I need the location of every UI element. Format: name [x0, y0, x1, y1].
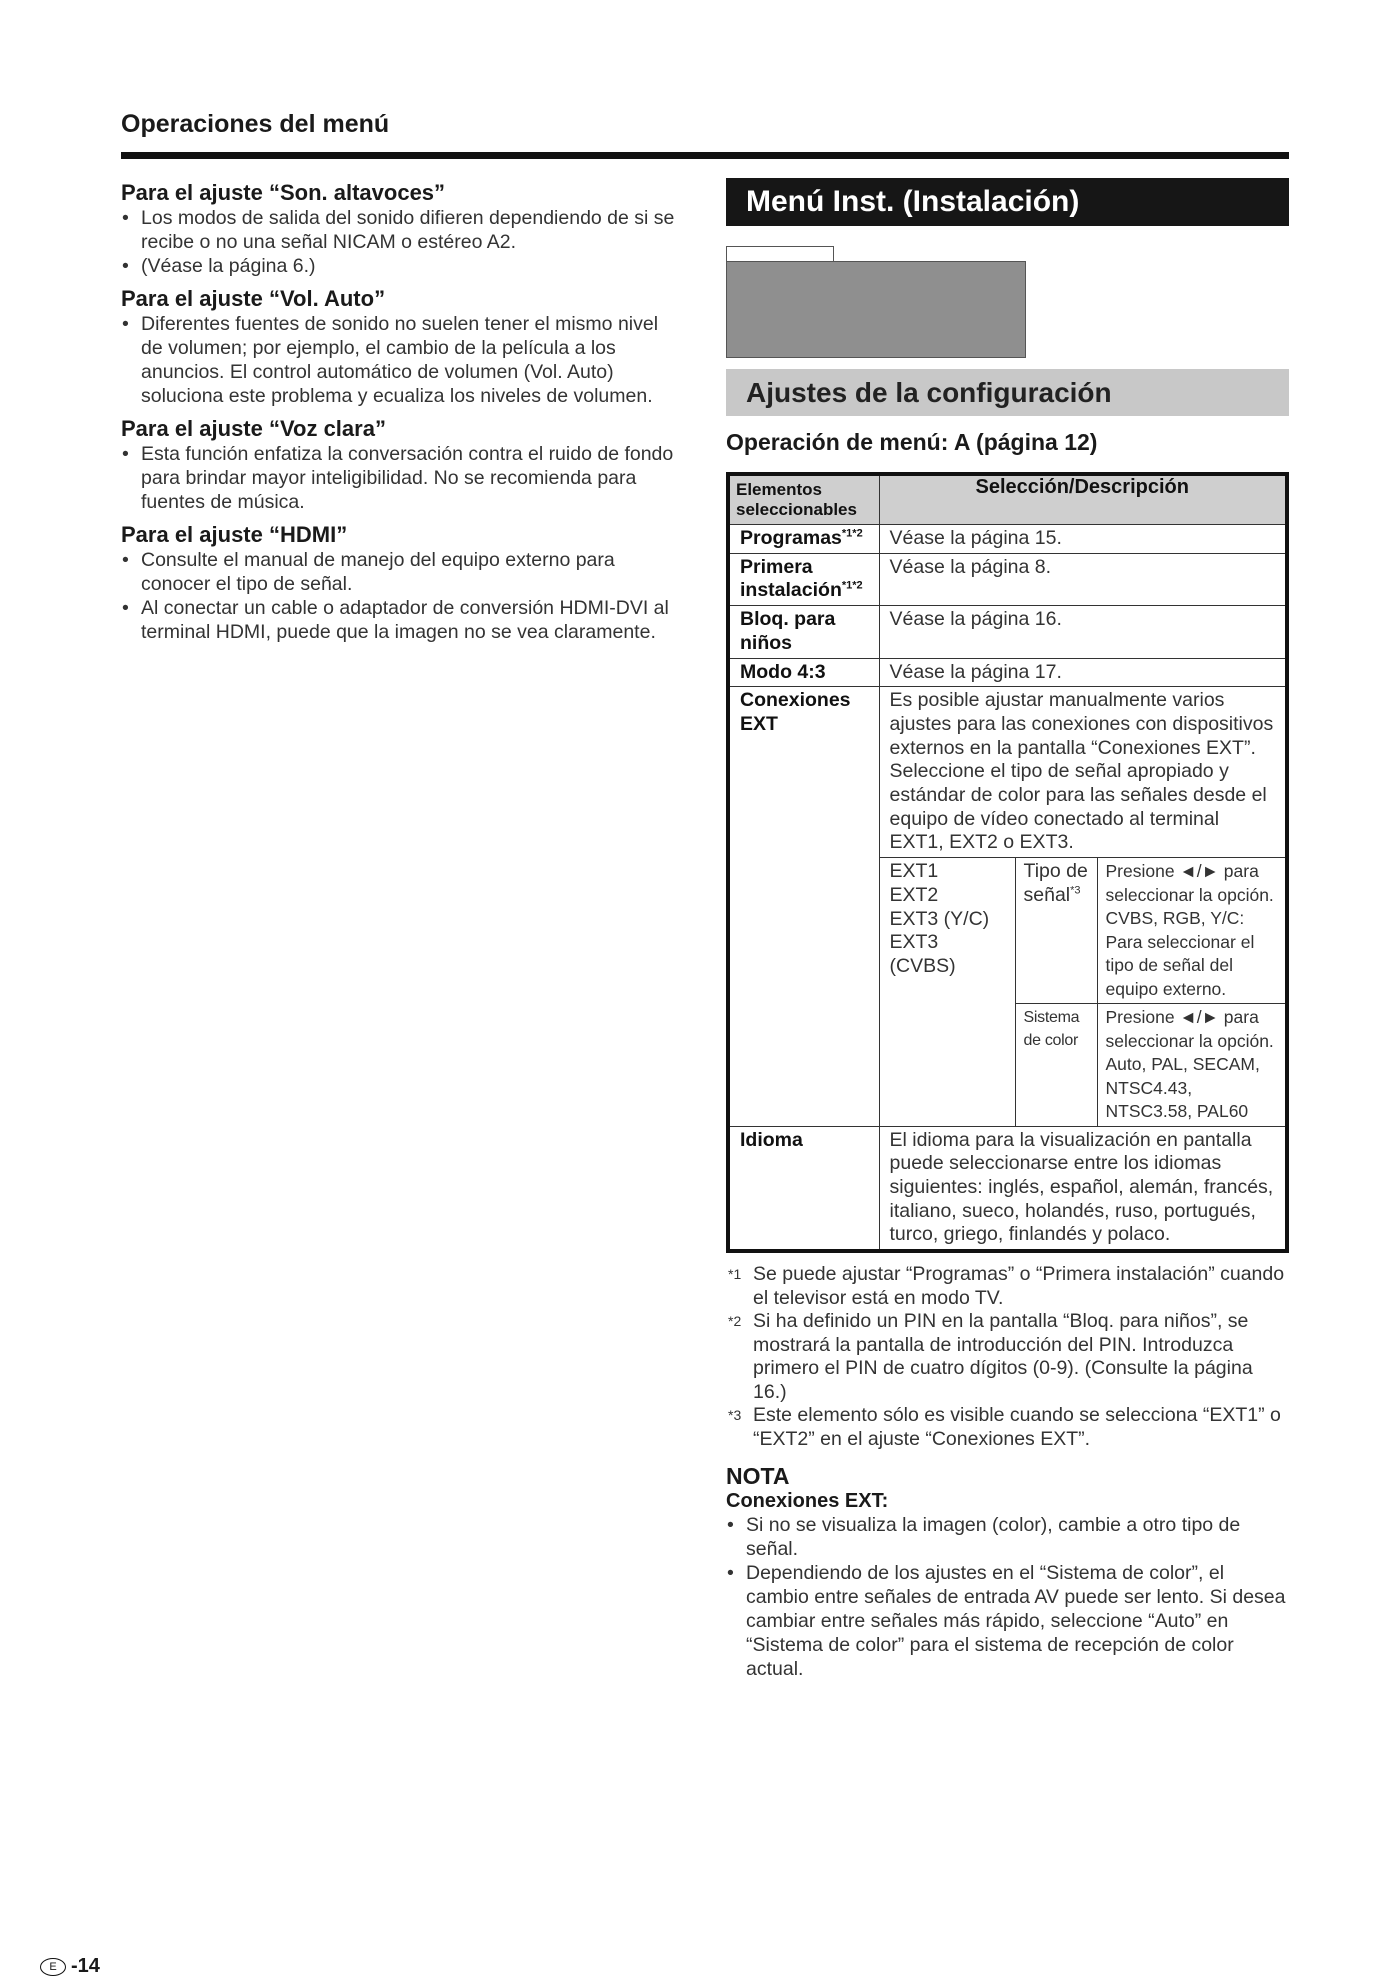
page-number [40, 1955, 100, 1978]
menu-illustration-tab [726, 246, 834, 262]
menu-illustration-panel [726, 261, 1026, 358]
footnote-ref: *1*2 [841, 579, 863, 592]
table-header-items: Elementos seleccionables [728, 474, 879, 525]
nota-subtitle: Conexiones EXT: [726, 1490, 889, 1513]
bullet-item: • Los modos de salida del sonido difieren dependiendo de si se recibe o no una señal NICAM o estéreo A2. [121, 206, 681, 254]
table-row [728, 553, 1287, 605]
row-description: Véase la página 8. [879, 553, 1287, 605]
section-title: Para el ajuste “HDMI” [121, 522, 348, 547]
bullet-list [121, 206, 681, 278]
page-header-title: Operaciones del menú [121, 110, 390, 138]
row-description: Véase la página 15. [879, 525, 1287, 554]
tipo-label: Tipo de señal [1023, 860, 1088, 906]
ext-inputs-cell [879, 858, 1015, 1127]
bullet-list [121, 548, 681, 644]
row-description: Véase la página 17. [879, 658, 1287, 687]
section-title: Para el ajuste “Son. altavoces” [121, 180, 446, 205]
operation-line: Operación de menú: A (página 12) [726, 429, 1098, 455]
footnote-mark: *3 [728, 1407, 742, 1424]
tipo-label-cell [1015, 858, 1097, 1004]
settings-table [726, 472, 1289, 1253]
bullet-item: • Dependiendo de los ajustes en el “Sistema de color”, el cambio entre señales de entrada AV puede ser lento. Si desea cambiar entre señales más rápido, seleccione “Auto” en “Sistema de color” para el sistema de recepción de color actual. [726, 1561, 1289, 1681]
row-item [728, 525, 879, 554]
nota-bullets [726, 1513, 1289, 1681]
sistema-description: Presione ◄/► para seleccionar la opción. Auto, PAL, SECAM, NTSC4.43, NTSC3.58, PAL60 [1097, 1004, 1287, 1127]
section-title: Para el ajuste “Voz clara” [121, 416, 386, 441]
footnote-ref: *3 [1070, 884, 1081, 897]
footnotes [726, 1263, 1289, 1451]
table-header-row [728, 474, 1287, 525]
section-title: Para el ajuste “Vol. Auto” [121, 286, 386, 311]
menu-illustration [726, 246, 1026, 358]
bullet-item: • Al conectar un cable o adaptador de conversión HDMI-DVI al terminal HDMI, puede que la imagen no se vea claramente. [121, 596, 681, 644]
footnote-mark: *1 [728, 1266, 742, 1283]
ext-input: EXT3 (Y/C) [889, 907, 990, 930]
bullet-item: • (Véase la página 6.) [121, 254, 681, 278]
ext-input: EXT1 [889, 860, 939, 883]
row-item: Modo 4:3 [728, 658, 879, 687]
footnote [726, 1310, 1289, 1404]
nota-title: NOTA [726, 1463, 790, 1490]
bullet-list [121, 442, 681, 514]
row-item: Idioma [728, 1126, 879, 1251]
tipo-description: Presione ◄/► para seleccionar la opción. CVBS, RGB, Y/C: Para seleccionar el tipo de señal del equipo externo. [1097, 858, 1287, 1004]
row-description: Véase la página 16. [879, 606, 1287, 658]
bullet-item: • Si no se visualiza la imagen (color), cambie a otro tipo de señal. [726, 1513, 1289, 1561]
bullet-item: • Diferentes fuentes de sonido no suelen tener el mismo nivel de volumen; por ejemplo, el cambio de la película a los anuncios. El control automático de volumen (Vol. Auto) soluciona este problema y ecualiza los niveles de volumen. [121, 312, 681, 408]
footnote-text: Se puede ajustar “Programas” o “Primera instalación” cuando el televisor está en modo TV. [753, 1263, 1285, 1309]
right-column [726, 178, 1289, 1681]
row-item: Conexiones EXT [728, 687, 879, 1126]
footnote-text: Si ha definido un PIN en la pantalla “Bloq. para niños”, se mostrará la pantalla de introducción del PIN. Introduzca primero el PIN de cuatro dígitos (0-9). (Consulte la página 16.) [753, 1310, 1253, 1403]
config-title: Ajustes de la configuración [726, 369, 1289, 416]
bullet-item: • Consulte el manual de manejo del equipo externo para conocer el tipo de señal. [121, 548, 681, 596]
footnote-ref: *1*2 [841, 527, 863, 540]
row-description: El idioma para la visualización en pantalla puede seleccionarse entre los idiomas siguientes: inglés, español, alemán, francés, italiano, sueco, holandés, ruso, portugués, turco, griego, finlandés y polaco. [879, 1126, 1287, 1251]
table-row [728, 525, 1287, 554]
region-e-icon: E [40, 1958, 66, 1976]
table-row [728, 687, 1287, 858]
bullet-item: • Esta función enfatiza la conversación contra el ruido de fondo para brindar mayor inteligibilidad. No se recomienda para fuentes de música. [121, 442, 681, 514]
item-label: Primera instalación [740, 555, 842, 602]
menu-title: Menú Inst. (Instalación) [726, 178, 1289, 226]
page-number-text: -14 [71, 1955, 100, 1977]
ext-input: EXT3 (CVBS) [889, 931, 956, 977]
footnote [726, 1404, 1289, 1451]
bullet-list [121, 312, 681, 408]
left-column [121, 172, 681, 644]
table-row [728, 658, 1287, 687]
ext-input: EXT2 [889, 883, 939, 906]
row-item [728, 553, 879, 605]
footnote-mark: *2 [728, 1313, 742, 1330]
row-description: Es posible ajustar manualmente varios ajustes para las conexiones con dispositivos externos en la pantalla “Conexiones EXT”. Seleccione el tipo de señal apropiado y estándar de color para las señales desde el equipo de vídeo conectado al terminal EXT1, EXT2 o EXT3. [879, 687, 1287, 858]
item-label: Programas [740, 527, 842, 549]
table-header-description: Selección/Descripción [879, 474, 1287, 525]
table-row [728, 1126, 1287, 1251]
footnote-text: Este elemento sólo es visible cuando se selecciona “EXT1” o “EXT2” en el ajuste “Conexiones EXT”. [753, 1404, 1281, 1450]
sistema-label: Sistema de color [1015, 1004, 1097, 1127]
header-rule [121, 152, 1289, 159]
table-row [728, 606, 1287, 658]
footnote [726, 1263, 1289, 1310]
row-item: Bloq. para niños [728, 606, 879, 658]
